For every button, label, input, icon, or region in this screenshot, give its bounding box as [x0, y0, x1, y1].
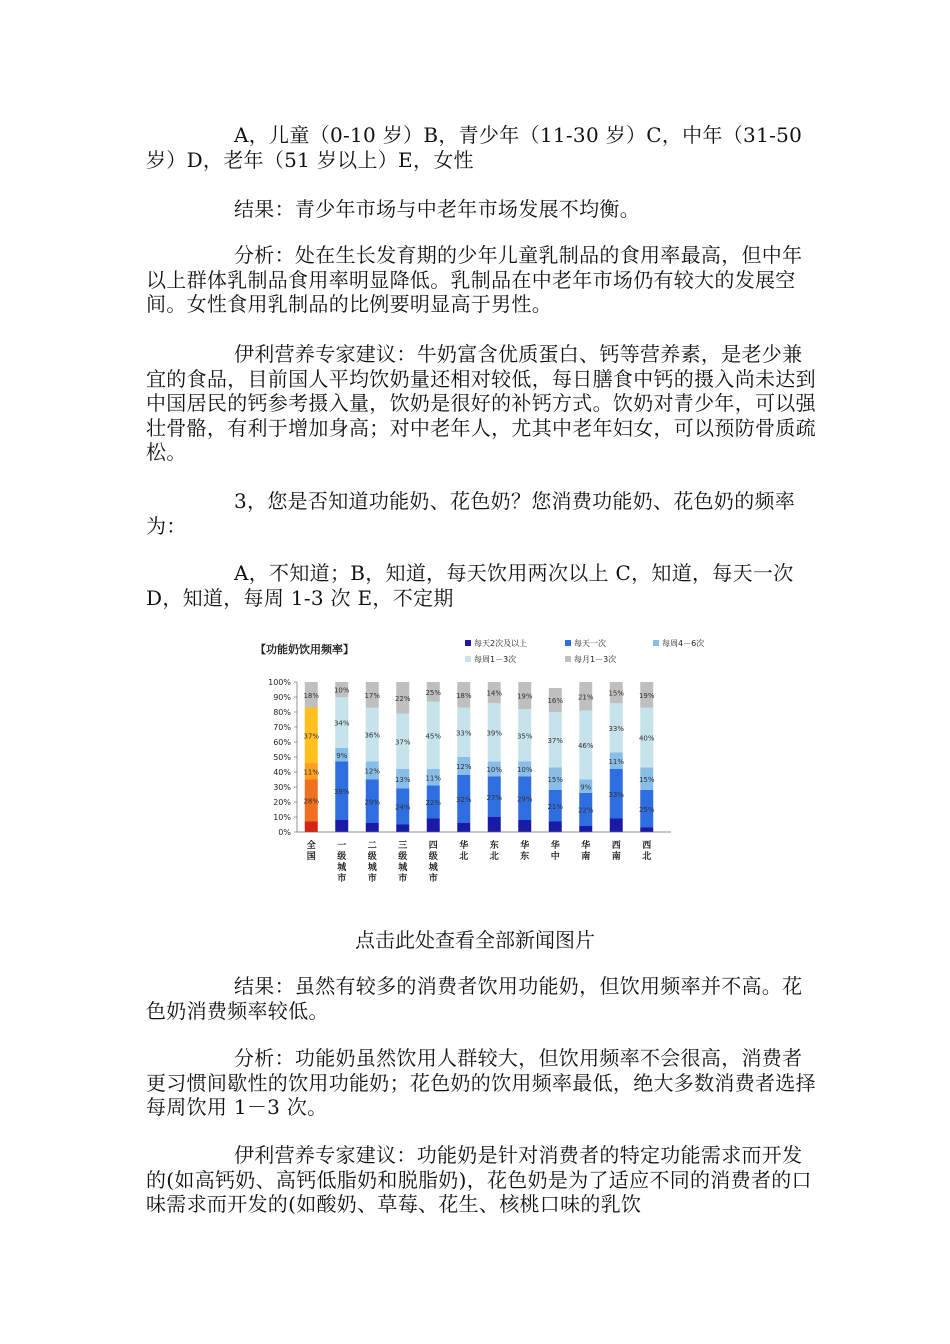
- x-tick-label: 城: [367, 863, 377, 873]
- x-tick-label: 东: [520, 852, 530, 862]
- x-tick-label: 全: [306, 841, 316, 851]
- bar-data-label: 37%: [394, 738, 411, 747]
- chart-svg: [253, 625, 727, 895]
- bar-data-label: 36%: [364, 731, 381, 740]
- x-tick-label: 市: [337, 874, 347, 884]
- bar-data-label: 46%: [577, 742, 594, 750]
- bar-data-label: 13%: [394, 775, 411, 784]
- legend-swatch: [565, 656, 571, 662]
- bar-data-label: 29%: [364, 798, 381, 807]
- bar-data-label: 15%: [547, 775, 564, 784]
- bar-data-label: 18%: [455, 691, 472, 700]
- bar-data-label: 10%: [516, 766, 533, 774]
- x-tick-label: 华: [520, 841, 530, 851]
- y-tick-label: 0%: [278, 828, 291, 837]
- chart-title: 【功能奶饮用频率】: [255, 643, 354, 656]
- x-tick-label: 西: [642, 841, 652, 851]
- x-tick-label: 级: [398, 852, 408, 862]
- bar-data-label: 14%: [486, 689, 503, 698]
- bar-data-label: 40%: [638, 734, 655, 743]
- bar-data-label: 33%: [455, 729, 472, 738]
- legend-label: 每天一次: [574, 639, 606, 648]
- bar-data-label: 9%: [336, 751, 348, 760]
- y-tick-label: 20%: [273, 798, 291, 807]
- bar-data-label: 19%: [638, 691, 655, 700]
- x-tick-label: 南: [581, 852, 591, 862]
- y-tick-label: 40%: [273, 768, 291, 777]
- bar-data-label: 33%: [608, 790, 625, 799]
- x-tick-label: 华: [459, 841, 469, 851]
- x-tick-label: 北: [489, 852, 499, 862]
- bar-data-label: 15%: [608, 689, 625, 698]
- bar-segment[interactable]: [549, 822, 562, 833]
- bar-segment[interactable]: [427, 819, 440, 833]
- bar-data-label: 25%: [638, 805, 655, 814]
- x-tick-label: 市: [367, 874, 377, 884]
- paragraph-result-2: 结果：虽然有较多的消费者饮用功能奶，但饮用频率并不高。花色奶消费频率较低。: [146, 974, 803, 1023]
- bar-data-label: 22%: [577, 806, 594, 815]
- paragraph-question-3: 3，您是否知道功能奶、花色奶？您消费功能奶、花色奶的频率为：: [146, 489, 796, 538]
- bar-data-label: 11%: [303, 768, 320, 777]
- legend-label: 每周1－3次: [474, 655, 517, 664]
- bar-segment[interactable]: [488, 817, 501, 832]
- y-tick-label: 50%: [273, 753, 291, 762]
- legend-swatch: [465, 640, 471, 646]
- bar-data-label: 22%: [425, 799, 442, 807]
- bar-segment[interactable]: [610, 819, 623, 833]
- bar-data-label: 11%: [608, 757, 625, 766]
- bar-data-label: 39%: [333, 787, 350, 796]
- x-tick-label: 东: [489, 841, 499, 851]
- x-tick-label: 城: [337, 863, 347, 873]
- y-tick-label: 60%: [273, 738, 291, 747]
- bar-data-label: 25%: [425, 688, 442, 697]
- paragraph-result-1: 结果：青少年市场与中老年市场发展不均衡。: [234, 197, 640, 221]
- x-tick-label: 城: [428, 863, 438, 873]
- bar-data-label: 21%: [577, 693, 594, 702]
- bar-data-label: 33%: [608, 724, 625, 733]
- x-tick-label: 华: [581, 841, 591, 851]
- bar-data-label: 9%: [580, 783, 592, 792]
- paragraph-age-options: A，儿童（0-10 岁）B，青少年（11-30 岁）C，中年（31-50 岁）D，老年（51 岁以上）E，女性: [146, 123, 803, 172]
- paragraph-frequency-options: A，不知道；B，知道，每天饮用两次以上 C，知道，每天一次 D，知道，每周 1-3 次 E，不定期: [146, 561, 794, 610]
- bar-data-label: 24%: [394, 803, 411, 812]
- bar-segment[interactable]: [366, 823, 379, 832]
- chart-bars: [303, 682, 654, 832]
- paragraph-advice-2: 伊利营养专家建议：功能奶是针对消费者的特定功能需求而开发的(如高钙奶、高钙低脂奶和脱脂奶)，花色奶是为了适应不同的消费者的口味需求而开发的(如酸奶、草莓、花生、核桃口味的乳饮: [146, 1143, 812, 1216]
- x-tick-label: 级: [367, 852, 377, 862]
- bar-segment[interactable]: [457, 823, 470, 832]
- bar-segment[interactable]: [396, 825, 409, 833]
- bar-data-label: 34%: [333, 719, 350, 728]
- bar-data-label: 37%: [547, 736, 564, 745]
- y-tick-label: 10%: [273, 813, 291, 822]
- y-axis: [268, 678, 297, 837]
- bar-data-label: 11%: [425, 774, 442, 783]
- bar-data-label: 10%: [486, 766, 503, 774]
- x-tick-label: 南: [611, 852, 621, 862]
- x-tick-label: 三: [398, 841, 408, 851]
- x-tick-label: 城: [398, 863, 408, 873]
- x-tick-label: 华: [550, 841, 560, 851]
- y-tick-label: 90%: [273, 693, 291, 702]
- bar-data-label: 19%: [516, 692, 533, 701]
- bar-data-label: 12%: [364, 767, 381, 776]
- y-tick-label: 30%: [273, 783, 291, 792]
- legend-label: 每天2次及以上: [474, 639, 528, 648]
- y-tick-label: 100%: [268, 678, 291, 687]
- bar-data-label: 18%: [303, 691, 320, 700]
- x-tick-label: 级: [337, 852, 347, 862]
- bar-data-label: 45%: [425, 732, 442, 741]
- x-tick-label: 国: [306, 852, 316, 862]
- legend-label: 每周4－6次: [662, 639, 705, 648]
- bar-segment[interactable]: [579, 826, 592, 832]
- bar-segment[interactable]: [518, 820, 531, 832]
- bar-data-label: 27%: [486, 793, 503, 802]
- x-tick-label: 四: [428, 841, 438, 851]
- x-tick-label: 北: [459, 852, 469, 862]
- bar-segment[interactable]: [305, 822, 318, 833]
- legend-swatch: [565, 640, 571, 646]
- chart-legend: [465, 638, 704, 664]
- bar-segment[interactable]: [335, 820, 348, 832]
- bar-data-label: 16%: [547, 697, 564, 705]
- bar-data-label: 15%: [638, 775, 655, 784]
- bar-data-label: 17%: [364, 691, 381, 700]
- legend-label: 每月1－3次: [574, 655, 617, 664]
- x-tick-label: 市: [428, 874, 438, 884]
- bar-data-label: 35%: [516, 732, 533, 741]
- bar-data-label: 32%: [455, 796, 472, 804]
- paragraph-advice-1: 伊利营养专家建议：牛奶富含优质蛋白、钙等营养素，是老少兼宜的食品，目前国人平均饮奶量还相对较低，每日膳食中钙的摄入尚未达到中国居民的钙参考摄入量，饮奶是很好的补钙方式。饮奶对青少年，可以强壮骨骼，有利于增加身高；对中老年人，尤其中老年妇女，可以预防骨质疏松。: [146, 342, 816, 464]
- legend-swatch: [465, 656, 471, 662]
- paragraph-analysis-1: 分析：处在生长发育期的少年儿童乳制品的食用率最高，但中年以上群体乳制品食用率明显降低。乳制品在中老年市场仍有较大的发展空间。女性食用乳制品的比例要明显高于男性。: [146, 243, 803, 316]
- x-tick-label: 二: [367, 841, 377, 851]
- bar-data-label: 12%: [455, 763, 472, 771]
- x-tick-label: 市: [398, 874, 408, 884]
- paragraph-analysis-2: 分析：功能奶虽然饮用人群较大，但饮用频率不会很高，消费者更习惯间歇性的饮用功能奶；花色奶的饮用频率最低，绝大多数消费者选择每周饮用 1－3 次。: [146, 1046, 816, 1119]
- bar-segment[interactable]: [640, 828, 653, 833]
- y-tick-label: 80%: [273, 708, 291, 717]
- bar-data-label: 37%: [303, 732, 320, 741]
- bar-data-label: 39%: [486, 729, 503, 738]
- bar-data-label: 21%: [547, 802, 564, 811]
- bar-data-label: 28%: [303, 797, 320, 806]
- x-tick-label: 一: [337, 841, 347, 851]
- bar-data-label: 22%: [394, 694, 411, 703]
- image-caption-link[interactable]: 点击此处查看全部新闻图片: [355, 928, 595, 952]
- x-axis: [307, 839, 652, 884]
- y-tick-label: 70%: [273, 723, 291, 732]
- x-tick-label: 北: [642, 852, 652, 862]
- x-tick-label: 中: [550, 852, 560, 862]
- bar-data-label: 29%: [516, 795, 533, 804]
- bar-data-label: 10%: [333, 686, 350, 695]
- x-tick-label: 西: [611, 841, 621, 851]
- x-tick-label: 级: [428, 852, 438, 862]
- functional-milk-frequency-chart[interactable]: [253, 625, 727, 895]
- legend-swatch: [653, 640, 659, 646]
